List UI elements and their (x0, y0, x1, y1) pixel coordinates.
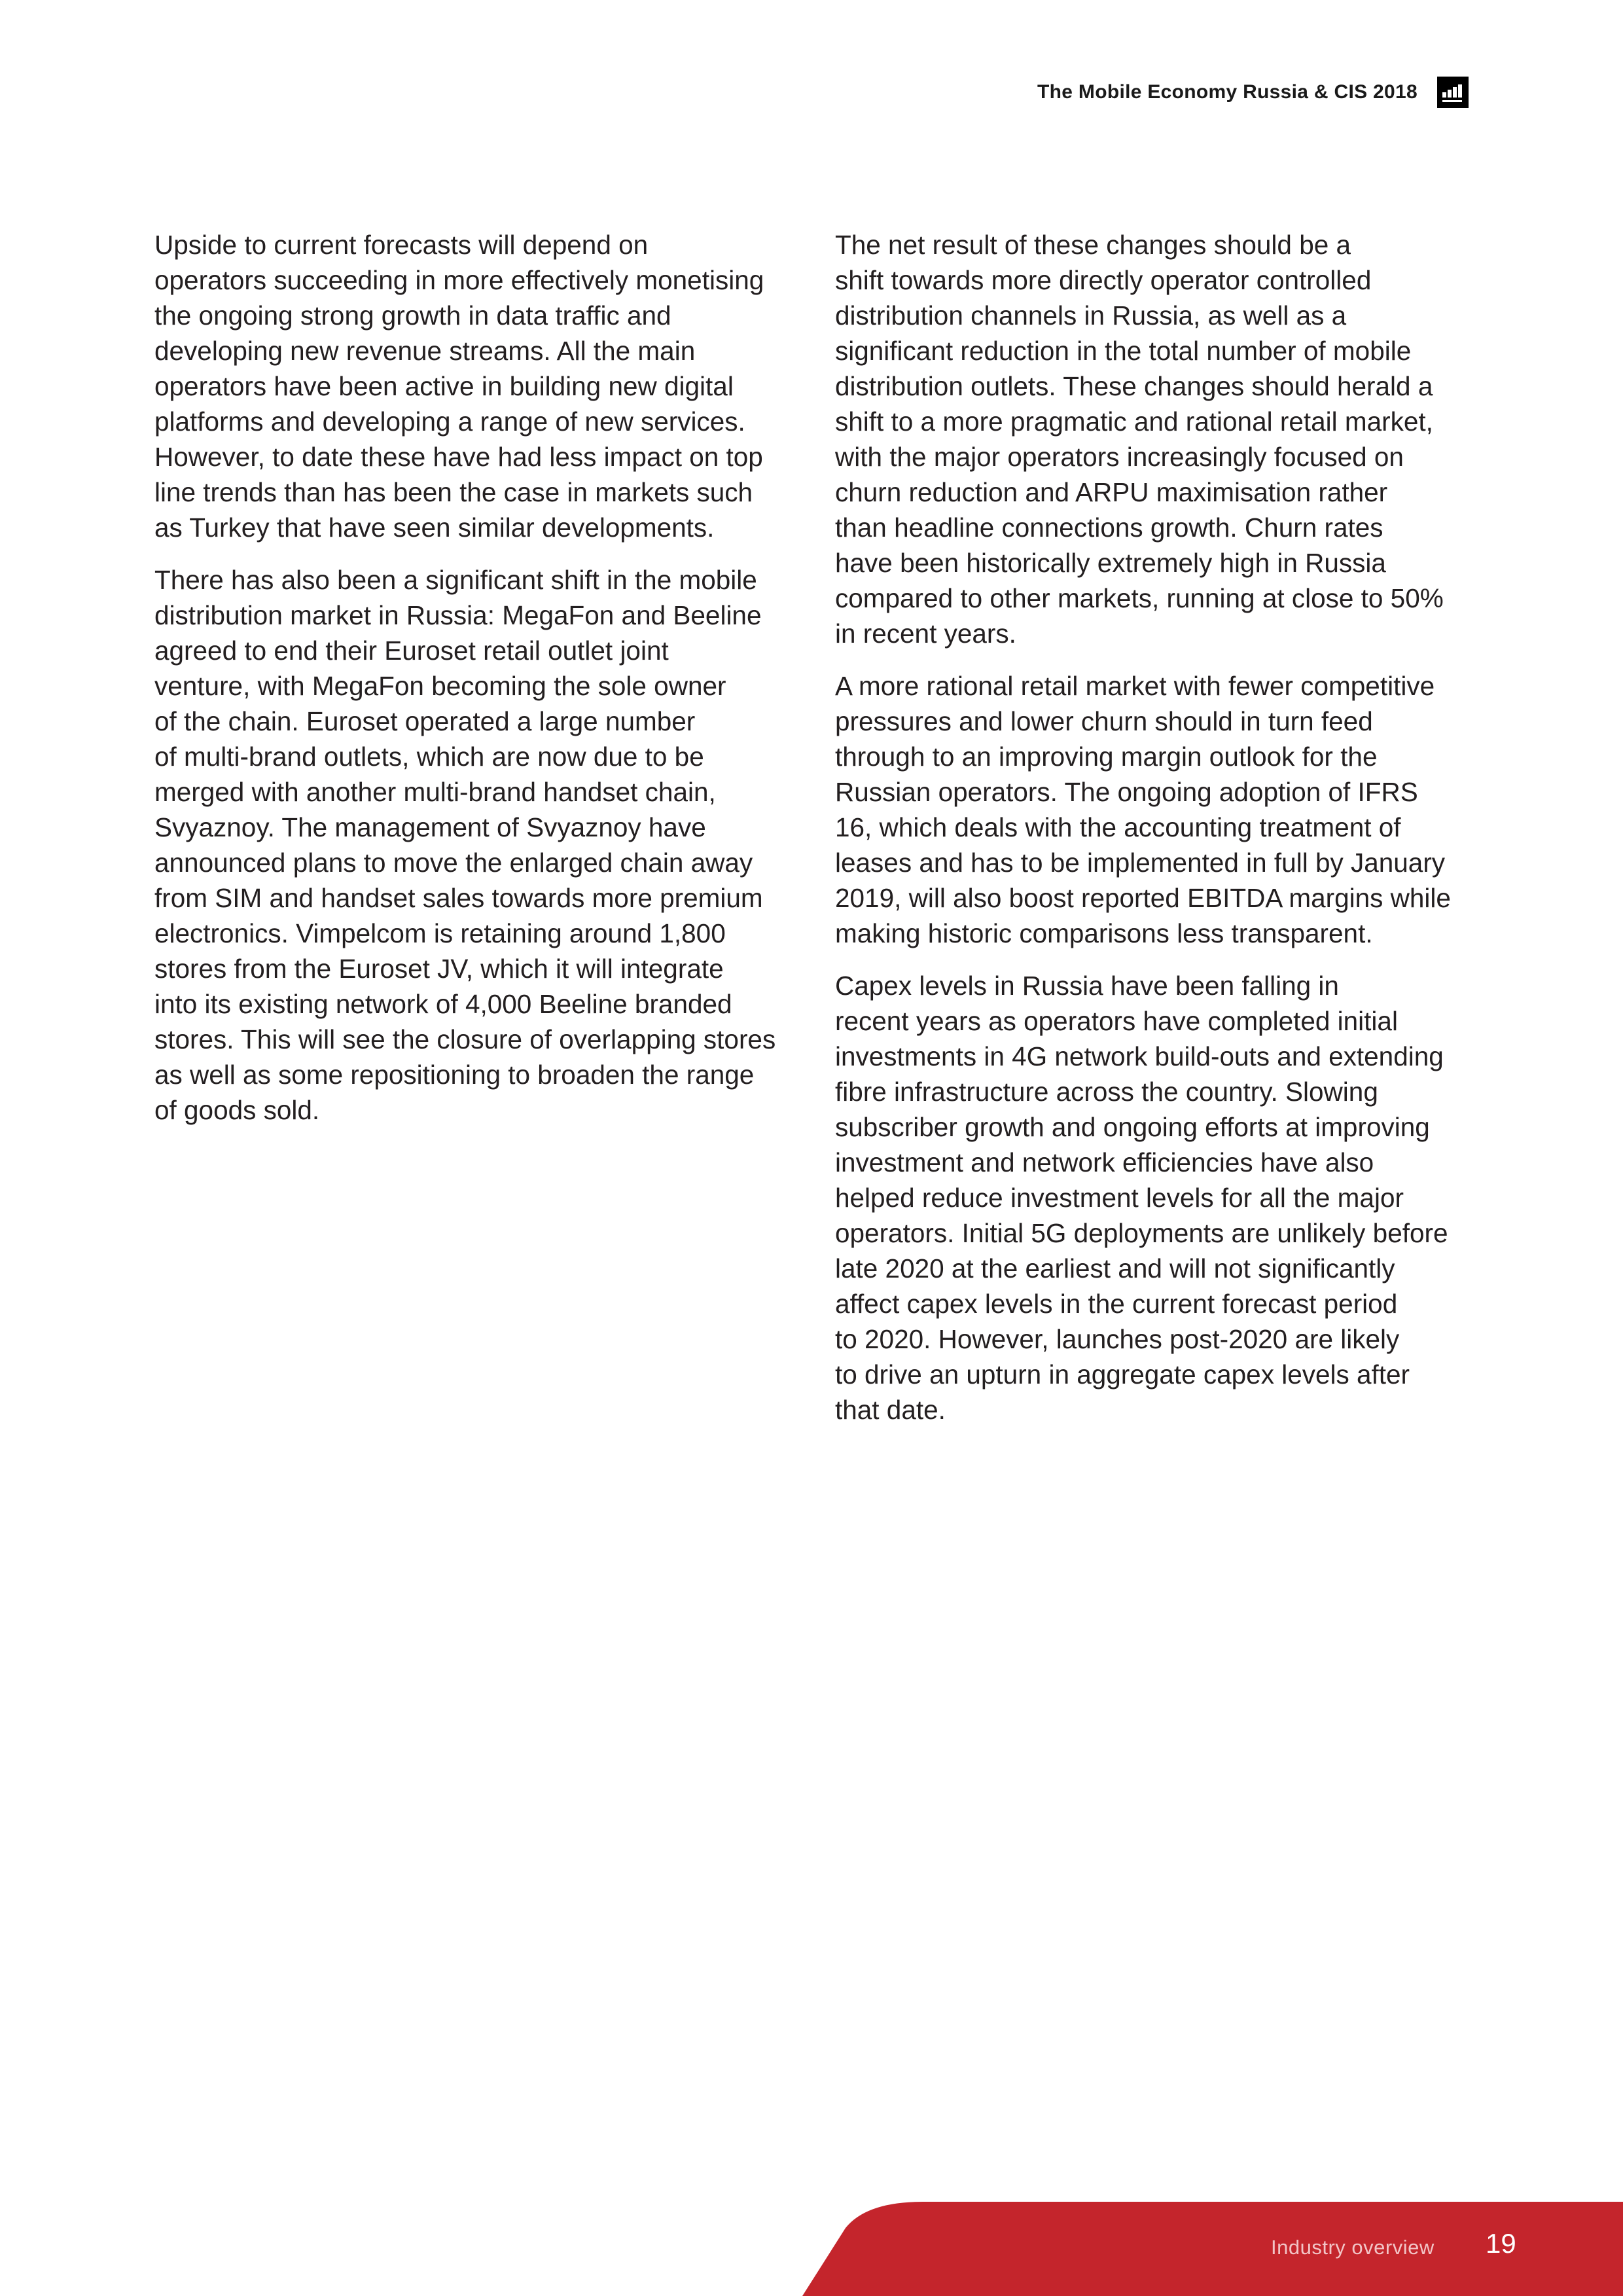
section-label: Industry overview (1271, 2236, 1435, 2259)
paragraph: Upside to current forecasts will depend on operators succeeding in more effectively monetising the ongoing strong growth in data traffic and developing new revenue streams. All the main operators have been active in building new digital platforms and developing a range of new services. However, to date these have had less impact on top line trends than has been the case in markets such as Turkey that have seen similar developments. (154, 230, 764, 543)
paragraph: Capex levels in Russia have been falling in recent years as operators have completed initial investments in 4G network build-outs and extending fibre infrastructure across the country. Slowing subscriber growth and ongoing efforts at improving investment and network efficiencies have also helped reduce investment levels for all the major operators. Initial 5G deployments are unlikely before late 2020 at the earliest and will not significantly affect capex levels in the current forecast period to 2020. However, launches post-2020 are likely to drive an upturn in aggregate capex levels after that date. (835, 971, 1448, 1425)
paragraph: There has also been a significant shift in the mobile distribution market in Russia: MegaFon and Beeline agreed to end their Euroset retail outlet joint venture, with MegaFon becoming the sole owner of the chain. Euroset operated a large number of multi-brand outlets, which are now due to be merged with another multi-brand handset chain, Svyaznoy. The management of Svyaznoy have announced plans to move the enlarged chain away from SIM and handset sales towards more premium electronics. Vimpelcom is retaining around 1,800 stores from the Euroset JV, which it will integrate into its existing network of 4,000 Beeline branded stores. This will see the closure of overlapping stores as well as some repositioning to broaden the range of goods sold. (154, 565, 776, 1125)
page-number: 19 (1486, 2228, 1516, 2259)
paragraph: A more rational retail market with fewer competitive pressures and lower churn should in turn feed through to an improving margin outlook for the Russian operators. The ongoing adoption of IFRS 16, which deals with the accounting treatment of leases and has to be implemented in full by January 2019, will also boost reported EBITDA margins while making historic comparisons less transparent. (835, 671, 1451, 948)
report-title: The Mobile Economy Russia & CIS 2018 (1037, 81, 1418, 103)
paragraph: The net result of these changes should be a shift towards more directly operator controlled distribution channels in Russia, as well as a significant reduction in the total number of mobile distribution outlets. These changes should herald a shift to a more pragmatic and rational retail market, with the major operators increasingly focused on churn reduction and ARPU maximisation rather than headline connections growth. Churn rates have been historically extremely high in Russia compared to other markets, running at close to 50% in recent years. (835, 230, 1444, 649)
